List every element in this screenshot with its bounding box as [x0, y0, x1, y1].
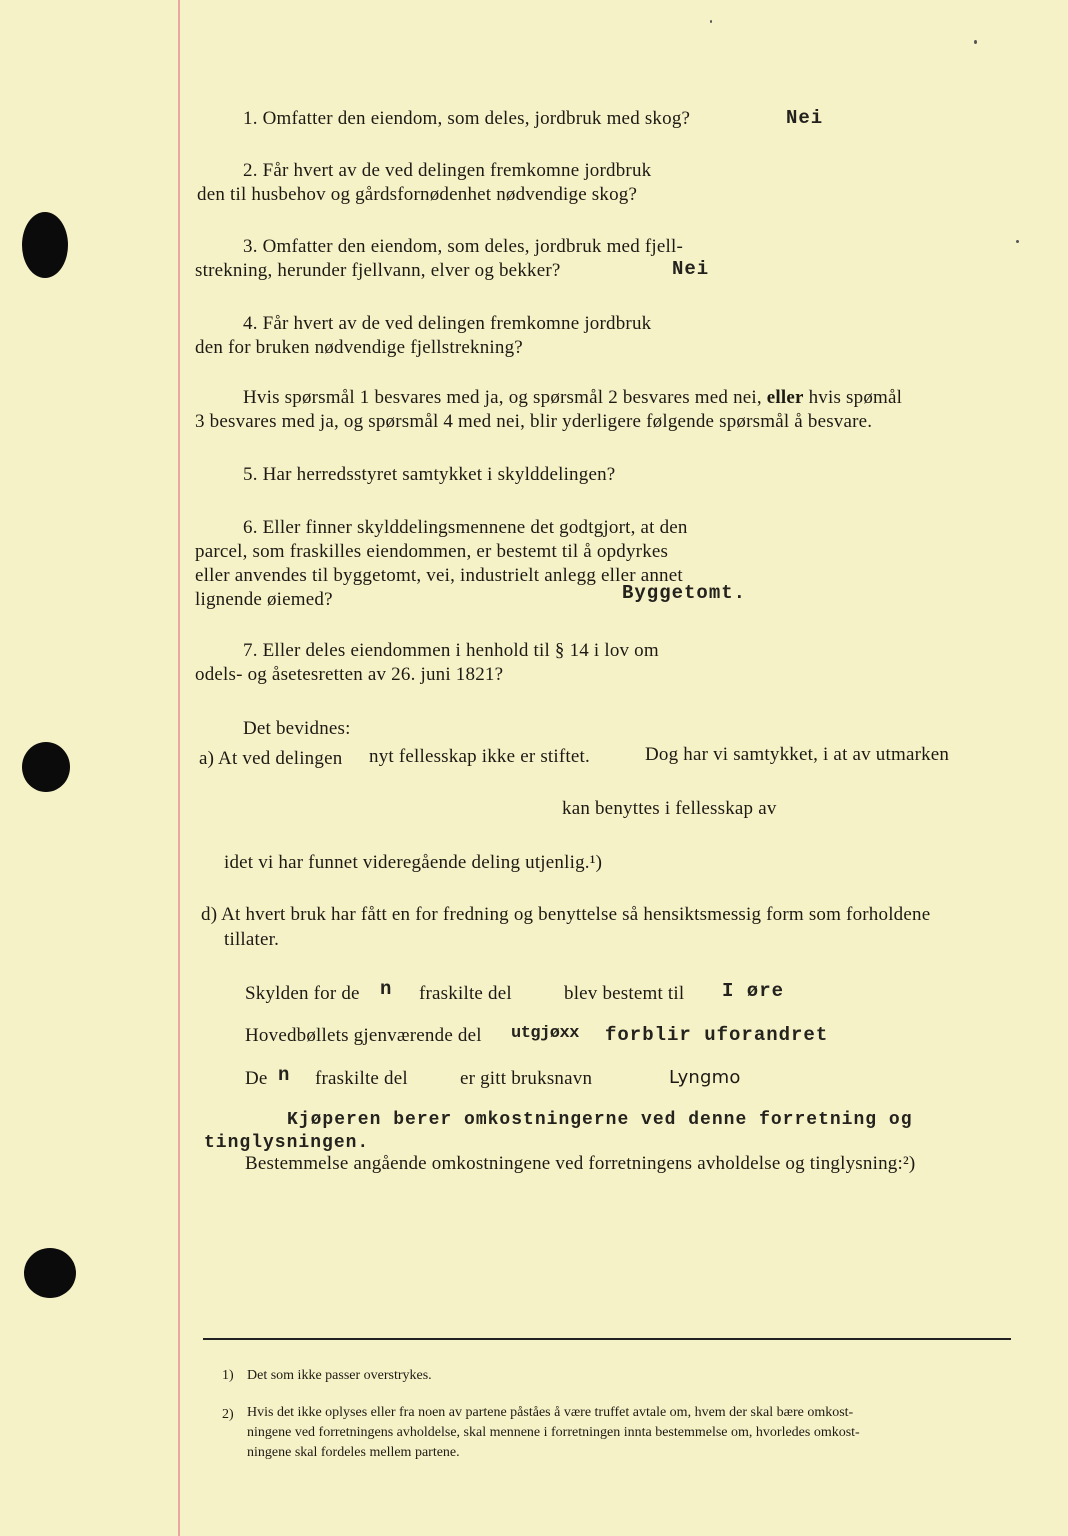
attest-d-line-1: d) At hvert bruk har fått en for fredning og benyttelse så hensiktsmessig form som forholdene	[201, 904, 931, 925]
footnote-2-line-1: Hvis det ikke oplyses eller fra noen av partene påståes å være truffet avtale om, hvem der skal bære omkost-	[247, 1405, 854, 1420]
question-4-line-1: 4. Får hvert av de ved delingen fremkomne jordbruk	[243, 313, 652, 334]
kostnad-typed-line-2: tinglysningen.	[204, 1133, 370, 1153]
question-7-line-1: 7. Eller deles eiendommen i henhold til § 14 i lov om	[243, 640, 659, 661]
attest-c-line: idet vi har funnet videregående deling utjenlig.¹)	[224, 852, 603, 873]
condition-emphasis: eller	[766, 387, 804, 408]
skyld-value: I øre	[722, 980, 785, 1002]
den-label-3: er gitt bruksnavn	[460, 1068, 593, 1089]
question-6-line-4: lignende øiemed?	[195, 589, 333, 610]
question-7-line-2: odels- og åsetesretten av 26. juni 1821?	[195, 664, 504, 685]
attest-a-part-2: nyt fellesskap ikke er stiftet.	[369, 746, 590, 767]
footnote-2-line-3: ningene skal fordeles mellem partene.	[247, 1445, 460, 1460]
attest-a-part-1: a) At ved delingen	[199, 748, 343, 769]
question-6-line-2: parcel, som fraskilles eiendommen, er bestemt til å opdyrkes	[195, 541, 669, 562]
punch-hole-top	[22, 212, 68, 278]
footnote-2-number: 2)	[222, 1407, 234, 1422]
dust-speck	[1016, 240, 1019, 243]
dust-speck	[974, 40, 977, 44]
dust-speck	[710, 20, 712, 23]
footnote-2-line-2: ningene ved forretningens avholdelse, skal mennene i forretningen innta bestemmelse om, hvorledes omkost-	[247, 1425, 860, 1440]
footnote-1-number: 1)	[222, 1368, 234, 1383]
footnote-divider	[203, 1338, 1011, 1340]
question-1-answer: Nei	[786, 107, 824, 129]
kostnad-typed-line-1: Kjøperen berer omkostningerne ved denne forretning og	[287, 1110, 913, 1130]
attest-b-line: kan benyttes i fellesskap av	[562, 798, 777, 819]
condition-line-1-end: hvis spømål	[808, 387, 903, 408]
question-2-line-1: 2. Får hvert av de ved delingen fremkomne jordbruk	[243, 160, 652, 181]
kostnad-label: Bestemmelse angående omkostningene ved forretningens avholdelse og tinglysning:²)	[245, 1153, 916, 1174]
question-4-line-2: den for bruken nødvendige fjellstrekning?	[195, 337, 523, 358]
punch-hole-middle	[22, 742, 70, 792]
margin-line	[178, 0, 180, 1536]
question-6-line-1: 6. Eller finner skylddelingsmennene det godtgjort, at den	[243, 517, 688, 538]
question-3-line-2: strekning, herunder fjellvann, elver og bekker?	[195, 260, 561, 281]
den-typed-n: n	[278, 1064, 291, 1086]
footnote-1-text: Det som ikke passer overstrykes.	[247, 1368, 432, 1383]
condition-line-1-text: Hvis spørsmål 1 besvares med ja, og spørsmål 2 besvares med nei,	[243, 387, 762, 408]
question-2-line-2: den til husbehov og gårdsfornødenhet nødvendige skog?	[197, 184, 638, 205]
hoved-value: forblir uforandret	[605, 1024, 829, 1046]
den-label-1: De	[245, 1068, 268, 1089]
skyld-label-2: fraskilte del	[419, 983, 512, 1004]
question-3-line-1: 3. Omfatter den eiendom, som deles, jordbruk med fjell-	[243, 236, 683, 257]
question-5: 5. Har herredsstyret samtykket i skylddelingen?	[243, 464, 616, 485]
condition-line-1	[243, 386, 902, 410]
question-1: 1. Omfatter den eiendom, som deles, jordbruk med skog?	[243, 108, 691, 129]
attest-heading: Det bevidnes:	[243, 718, 351, 739]
skyld-typed-n: n	[380, 978, 393, 1000]
hoved-strikeout: utgjøxx	[511, 1024, 579, 1043]
punch-hole-bottom	[24, 1248, 76, 1298]
question-6-answer: Byggetomt.	[622, 582, 747, 604]
condition-line-2: 3 besvares med ja, og spørsmål 4 med nei, blir yderligere følgende spørsmål å besvare.	[195, 411, 873, 432]
skyld-label-1: Skylden for de	[245, 983, 360, 1004]
question-3-answer: Nei	[672, 258, 710, 280]
bruksnavn-value: Lyngmo	[669, 1067, 741, 1088]
skyld-label-3: blev bestemt til	[564, 983, 685, 1004]
question-6-line-3: eller anvendes til byggetomt, vei, industrielt anlegg eller annet	[195, 565, 683, 586]
attest-d-line-2: tillater.	[224, 929, 280, 950]
den-label-2: fraskilte del	[315, 1068, 408, 1089]
attest-a-part-3: Dog har vi samtykket, i at av utmarken	[645, 744, 950, 765]
hoved-label: Hovedbøllets gjenværende del	[245, 1025, 482, 1046]
